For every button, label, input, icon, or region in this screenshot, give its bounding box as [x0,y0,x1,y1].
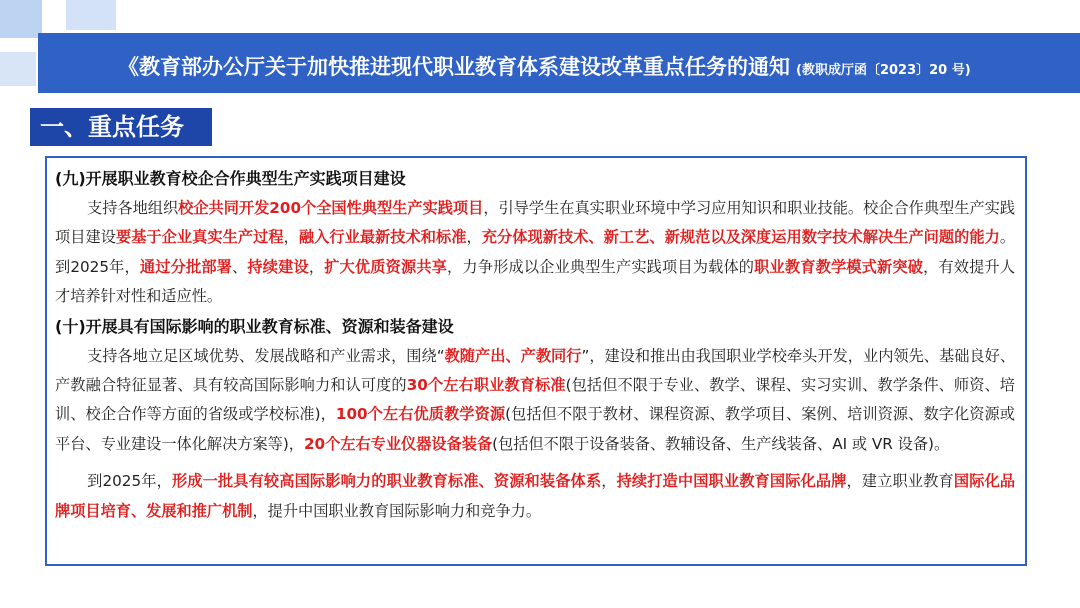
decor-square [0,0,42,38]
content-box [45,156,1027,566]
highlighted-text: 100个左右优质教学资源 [335,405,506,424]
document-title [118,51,1062,81]
body-text: ，力争形成以企业典型生产实践项目为载体的 [447,257,755,276]
title-banner [38,33,1080,93]
highlighted-text: 国际化品牌项目培育、发展和推广机制 [55,472,1016,520]
highlighted-text: 通过分批部署 [139,257,233,276]
body-text: ，提升中国职业教育国际影响力和竞争力。 [252,501,541,520]
body-text: ， [601,472,617,491]
highlighted-text: 校企共同开发200个全国性典型生产实践项目 [178,199,484,217]
item9-paragraph [55,194,1015,312]
document-number: (教职成厅函〔2023〕20 号) [796,63,971,78]
item10-paragraph-2 [55,467,1015,526]
body-text: ”，建设和推出由我国职业学校牵头开发，业内领先、基础良好、产教融合特征显著、具有较高国际影响力和认可度的 [55,346,1016,395]
body-text: (包括但不限于设备装备、教辅设备、生产线装备、AI 或 VR 设备)。 [492,434,950,453]
highlighted-text: 教随产出、产教同行 [444,346,582,365]
highlighted-text: 要基于企业真实生产过程 [115,228,284,247]
section-label: 一、重点任务 [30,108,212,146]
highlighted-text: 形成一批具有较高国际影响力的职业教育标准、资源和装备体系 [171,472,602,491]
decor-square [66,0,116,30]
body-text: 、 [232,257,248,276]
decor-square [0,52,36,86]
highlighted-text: 30个左右职业教育标准 [406,376,566,395]
body-text: ， [466,228,482,247]
highlighted-text: 20个左右专业仪器设备装备 [303,434,493,453]
body-text: 。到2025年， [55,228,1016,276]
body-text: 到2025年， [87,472,172,491]
highlighted-text: 融入行业最新技术和标准 [298,228,467,247]
highlighted-text: 充分体现新技术、新工艺、新规范以及深度运用数字技术解决生产问题的能力 [481,228,1000,247]
body-text: (包括但不限于专业、教学、课程、实习实训、教学条件、师资、培训、校企合作等方面的省级或学校标准)， [55,376,1015,424]
body-text: 支持各地立足区域优势、发展战略和产业需求，围绕“ [87,346,445,365]
body-text: ，建立职业教育 [846,472,954,491]
document-title-text: 《教育部办公厅关于加快推进现代职业教育体系建设改革重点任务的通知 [118,55,790,79]
item10-paragraph [55,342,1015,460]
body-text: 支持各地组织 [87,199,179,217]
body-text: ， [283,228,299,247]
body-text: ，引导学生在真实职业环境中学习应用知识和职业技能。校企合作典型生产实践项目建设 [55,199,1016,247]
highlighted-text: 持续打造中国职业教育国际化品牌 [616,472,847,491]
body-text: (包括但不限于教材、课程资源、教学项目、案例、培训资源、数字化资源或平台、专业建设一体化解决方案等)， [55,405,1015,453]
body-text: ， [308,257,325,276]
highlighted-text: 职业教育教学模式新突破 [754,257,924,276]
highlighted-text: 扩大优质资源共享 [324,257,448,276]
item10-heading: (十)开展具有国际影响的职业教育标准、资源和装备建设 [55,316,454,336]
item9-heading: (九)开展职业教育校企合作典型生产实践项目建设 [55,169,406,188]
highlighted-text: 持续建设 [247,257,309,276]
body-text: ，有效提升人才培养针对性和适应性。 [55,257,1016,306]
